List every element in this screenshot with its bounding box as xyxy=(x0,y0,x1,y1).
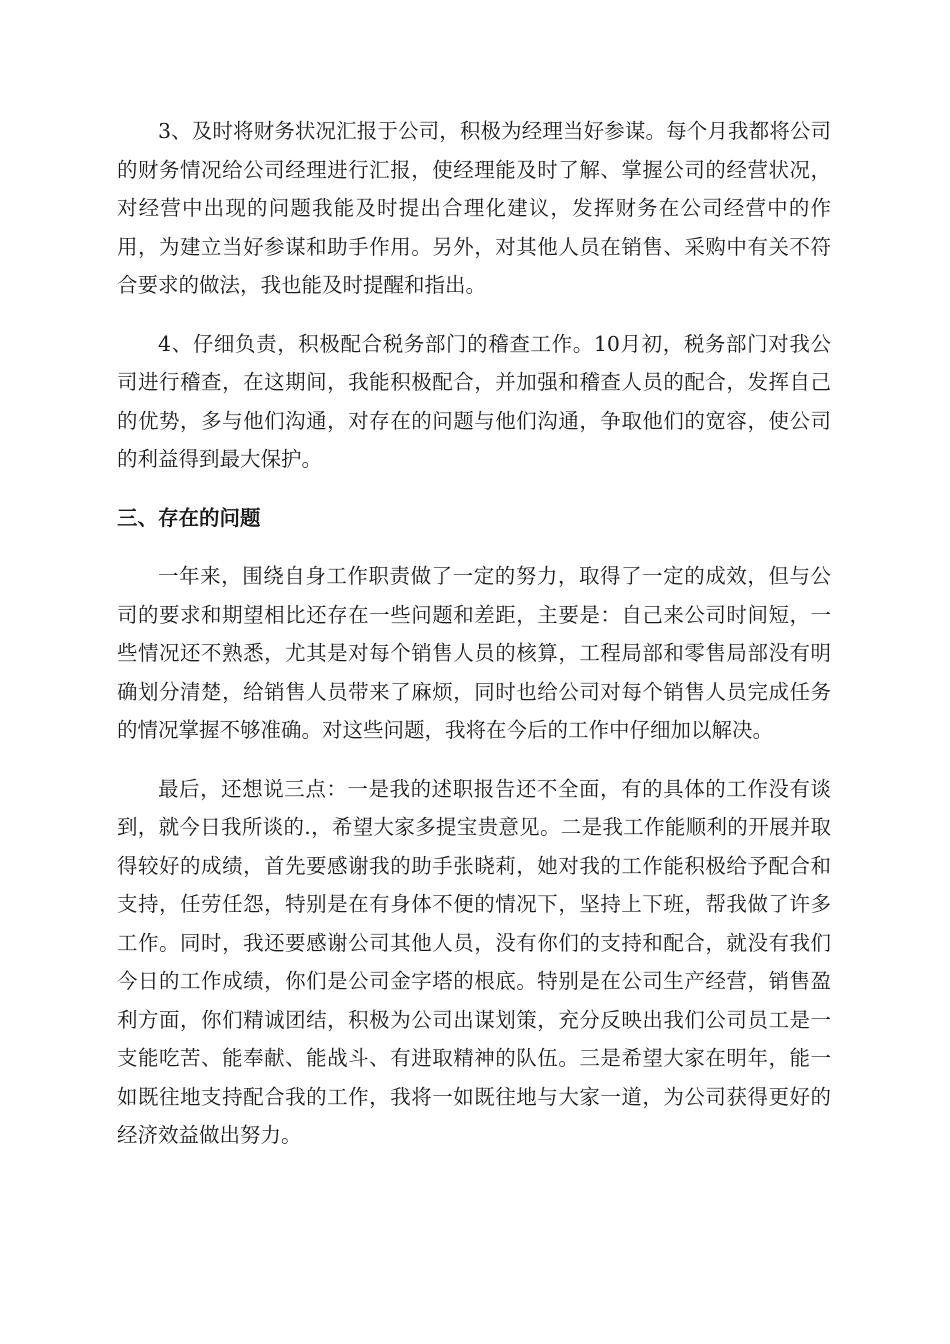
document-body xyxy=(117,112,831,1175)
paragraph-problems: 一年来，围绕自身工作职责做了一定的努力，取得了一定的成效，但与公司的要求和期望相比还存在一些问题和差距，主要是：自己来公司时间短，一些情况还不熟悉，尤其是对每个销售人员的核算，工程局部和零售局部没有明确划分清楚，给销售人员带来了麻烦，同时也给公司对每个销售人员完成任务的情况掌握不够准确。对这些问题，我将在今后的工作中仔细加以解决。 xyxy=(117,564,831,742)
paragraph-financial-reporting: 3、及时将财务状况汇报于公司，积极为经理当好参谋。每个月我都将公司的财务情况给公司经理进行汇报，使经理能及时了解、掌握公司的经营状况，对经营中出现的问题我能及时提出合理化建议，发挥财务在公司经营中的作用，为建立当好参谋和助手作用。另外，对其他人员在销售、采购中有关不符合要求的做法，我也能及时提醒和指出。 xyxy=(117,119,831,297)
section-heading-existing-problems: 三、存在的问题 xyxy=(117,505,261,530)
paragraph-tax-audit: 4、仔细负责，积极配合税务部门的稽查工作。10月初，税务部门对我公司进行稽查，在这期间，我能积极配合，并加强和稽查人员的配合，发挥自己的优势，多与他们沟通，对存在的问题与他们沟通，争取他们的宽容，使公司的利益得到最大保护。 xyxy=(117,331,831,471)
paragraph-closing-remarks: 最后，还想说三点：一是我的述职报告还不全面，有的具体的工作没有谈到，就今日我所谈的.，希望大家多提宝贵意见。二是我工作能顺利的开展并取得较好的成绩，首先要感谢我的助手张晓莉，她对我的工作能积极给予配合和支持，任劳任怨，特别是在有身体不便的情况下，坚持上下班，帮我做了许多工作。同时，我还要感谢公司其他人员，没有你们的支持和配合，就没有我们今日的工作成绩，你们是公司金字塔的根底。特别是在公司生产经营，销售盈利方面，你们精诚团结，积极为公司出谋划策，充分反映出我们公司员工是一支能吃苦、能奉献、能战斗、有进取精神的队伍。三是希望大家在明年，能一如既往地支持配合我的工作，我将一如既往地与大家一道，为公司获得更好的经济效益做出努力。 xyxy=(117,776,831,1147)
